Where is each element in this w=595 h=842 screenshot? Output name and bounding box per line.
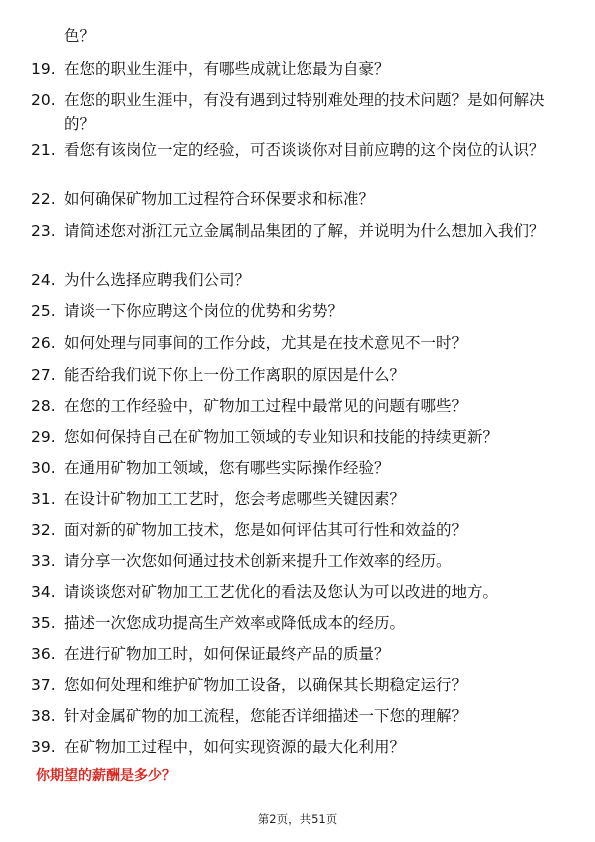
question-item — [31, 673, 571, 697]
question-number: 37. — [31, 676, 56, 694]
question-item — [31, 88, 571, 136]
question-text: 请分享一次您如何通过技术创新来提升工作效率的经历。 — [64, 552, 452, 570]
question-item — [31, 187, 571, 211]
question-number: 26. — [31, 334, 56, 352]
question-item — [31, 219, 571, 243]
question-text: 请简述您对浙江元立金属制品集团的了解，并说明为什么想加入我们？ — [64, 222, 545, 240]
question-item — [31, 394, 571, 418]
question-item — [31, 549, 571, 573]
question-item — [31, 299, 571, 323]
question-number: 36. — [31, 645, 56, 663]
question-item — [31, 704, 571, 728]
question-text: 针对金属矿物的加工流程，您能否详细描述一下您的理解？ — [64, 707, 468, 725]
question-item — [31, 138, 571, 162]
question-number: 35. — [31, 614, 56, 632]
question-number: 23. — [31, 222, 56, 240]
question-number: 28. — [31, 397, 56, 415]
question-number: 38. — [31, 707, 56, 725]
question-text: 在设计矿物加工工艺时，您会考虑哪些关键因素？ — [64, 490, 406, 508]
question-number: 22. — [31, 190, 56, 208]
question-item — [31, 57, 571, 81]
question-text: 如何处理与同事间的工作分歧，尤其是在技术意见不一时？ — [64, 334, 468, 352]
question-number: 25. — [31, 302, 56, 320]
question-item — [31, 425, 571, 449]
question-number: 30. — [31, 459, 56, 477]
question-number: 33. — [31, 552, 56, 570]
question-number: 27. — [31, 366, 56, 384]
question-item — [31, 642, 571, 666]
question-number: 24. — [31, 271, 56, 289]
question-text: 能否给我们说下你上一份工作离职的原因是什么？ — [64, 366, 406, 384]
salary-question: 你期望的薪酬是多少？ — [36, 768, 176, 784]
question-text: 在您的职业生涯中，有没有遇到过特别难处理的技术问题？是如何解决的？ — [64, 91, 545, 133]
question-item — [31, 611, 571, 635]
question-number: 20. — [31, 91, 56, 109]
question-text: 面对新的矿物加工技术，您是如何评估其可行性和效益的？ — [64, 521, 468, 539]
question-text: 在您的职业生涯中，有哪些成就让您最为自豪？ — [64, 60, 390, 78]
question-number: 31. — [31, 490, 56, 508]
question-item — [31, 268, 571, 292]
question-number: 39. — [31, 738, 56, 756]
question-text: 看您有该岗位一定的经验，可否谈谈你对目前应聘的这个岗位的认识？ — [64, 141, 545, 159]
question-text: 如何确保矿物加工过程符合环保要求和标准？ — [64, 190, 375, 208]
question-text: 为什么选择应聘我们公司？ — [64, 271, 251, 289]
page-footer: 第2页，共51页 — [257, 812, 338, 826]
question-number: 32. — [31, 521, 56, 539]
question-text: 您如何处理和维护矿物加工设备，以确保其长期稳定运行？ — [64, 676, 468, 694]
question-number: 34. — [31, 583, 56, 601]
question-number: 19. — [31, 60, 56, 78]
question-number: 21. — [31, 141, 56, 159]
question-item — [31, 456, 571, 480]
question-text: 请谈一下你应聘这个岗位的优势和劣势？ — [64, 302, 344, 320]
question-item — [31, 331, 571, 355]
question-item — [31, 363, 571, 387]
question-text: 在您的工作经验中，矿物加工过程中最常见的问题有哪些？ — [64, 397, 468, 415]
question-item — [31, 735, 571, 759]
question-text: 在矿物加工过程中，如何实现资源的最大化利用？ — [64, 738, 406, 756]
question-number: 29. — [31, 428, 56, 446]
question-text: 在进行矿物加工时，如何保证最终产品的质量？ — [64, 645, 390, 663]
question-text: 请谈谈您对矿物加工工艺优化的看法及您认为可以改进的地方。 — [64, 583, 499, 601]
question-item — [31, 487, 571, 511]
question-text: 描述一次您成功提高生产效率或降低成本的经历。 — [64, 614, 406, 632]
continuation-text: 色？ — [64, 27, 96, 45]
question-text: 在通用矿物加工领域，您有哪些实际操作经验？ — [64, 459, 390, 477]
question-item — [31, 518, 571, 542]
question-item — [31, 580, 571, 604]
question-text: 您如何保持自己在矿物加工领域的专业知识和技能的持续更新？ — [64, 428, 499, 446]
